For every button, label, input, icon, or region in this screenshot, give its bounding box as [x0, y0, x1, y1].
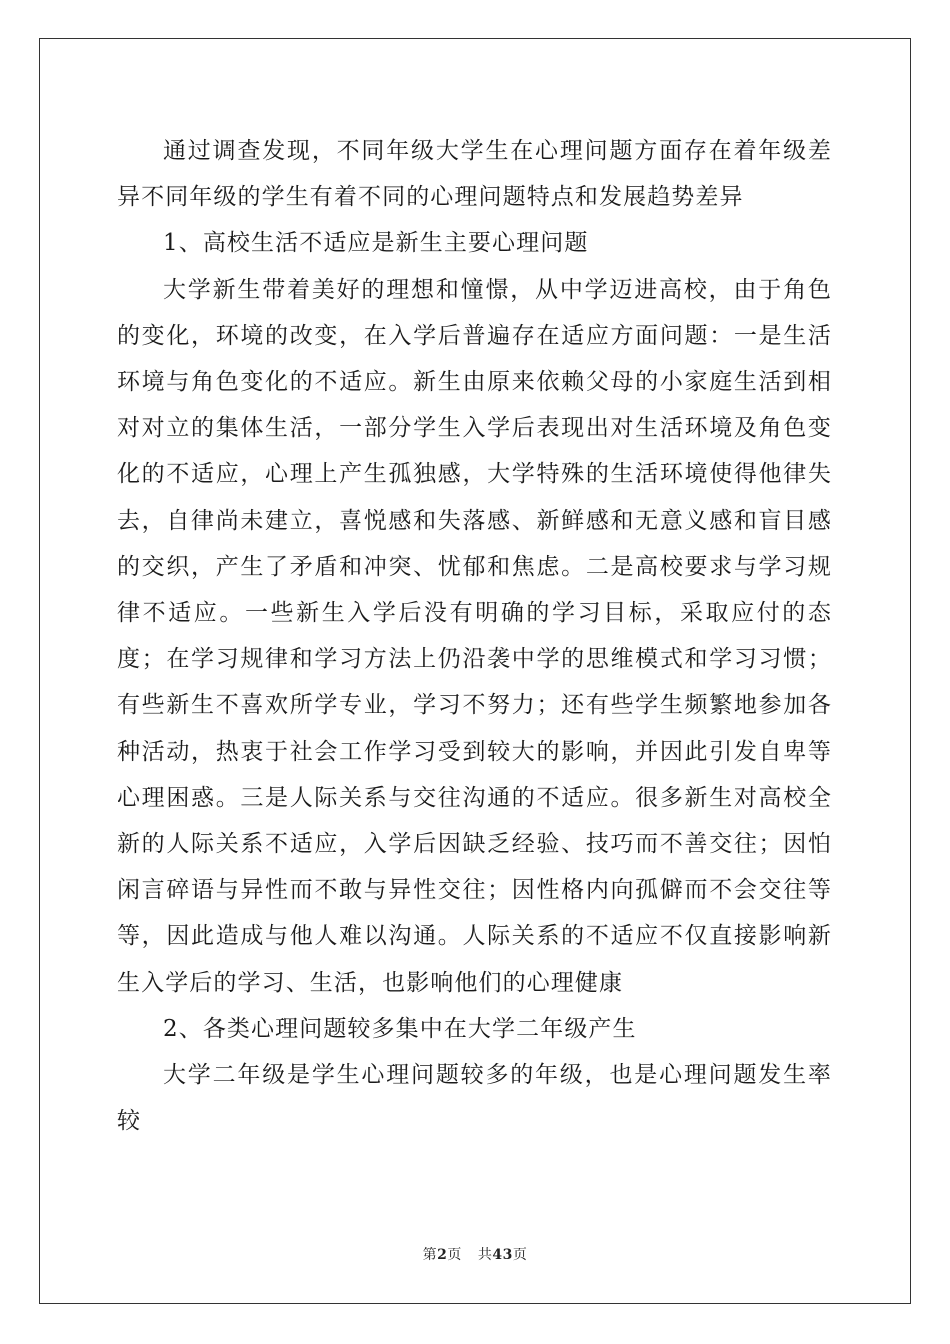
paragraph-freshman-adaptation: 大学新生带着美好的理想和憧憬，从中学迈进高校，由于角色的变化，环境的改变，在入学后普遍存在适应方面问题：一是生活环境与角色变化的不适应。新生由原来依赖父母的小家庭生活到相对对立的集体生活，一部分学生入学后表现出对生活环境及角色变化的不适应，心理上产生孤独感，大学特殊的生活环境使得他律失去，自律尚未建立，喜悦感和失落感、新鲜感和无意义感和盲目感的交织，产生了矛盾和冲突、忧郁和焦虑。二是高校要求与学习规律不适应。一些新生入学后没有明确的学习目标，采取应付的态度；在学习规律和学习方法上仍沿袭中学的思维模式和学习习惯；有些新生不喜欢所学专业，学习不努力；还有些学生频繁地参加各种活动，热衷于社会工作学习受到较大的影响，并因此引发自卑等心理困惑。三是人际关系与交往沟通的不适应。很多新生对高校全新的人际关系不适应，入学后因缺乏经验、技巧而不善交往；因怕闲言碎语与异性而不敢与异性交往；因性格内向孤僻而不会交往等等，因此造成与他人难以沟通。人际关系的不适应不仅直接影响新生入学后的学习、生活，也影响他们的心理健康 [117, 276, 832, 996]
page-prefix: 第 [422, 1247, 438, 1263]
total-suffix: 页 [512, 1247, 528, 1263]
section-heading-2: 2、各类心理问题较多集中在大学二年级产生 [163, 1015, 637, 1042]
page-total: 43 [492, 1247, 513, 1263]
page-current: 2 [437, 1247, 448, 1263]
page-number-footer [0, 1244, 950, 1264]
page-suffix: 页 [447, 1247, 462, 1263]
total-prefix: 共 [477, 1247, 493, 1263]
paragraph-sophomore: 大学二年级是学生心理问题较多的年级，也是心理问题发生率较 [117, 1062, 832, 1135]
paragraph-intro: 通过调查发现，不同年级大学生在心理问题方面存在着年级差异不同年级的学生有着不同的心理问题特点和发展趋势差异 [117, 138, 832, 211]
section-heading-1: 1、高校生活不适应是新生主要心理问题 [163, 230, 589, 257]
document-body [117, 128, 832, 1144]
